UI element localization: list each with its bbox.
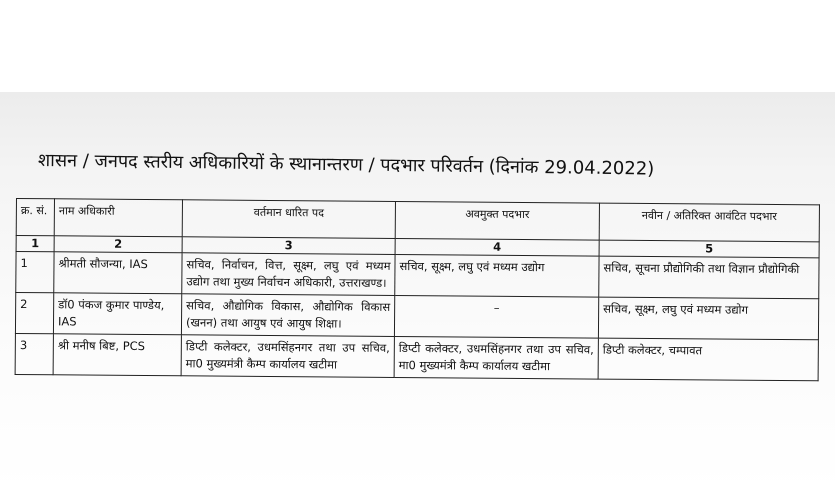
document-title: शासन / जनपद स्तरीय अधिकारियों के स्थानान्तरण / पदभार परिवर्तन (दिनांक 29.04.2022) xyxy=(37,150,655,180)
header-serial: क्र. सं. xyxy=(16,199,54,236)
column-number: 1 xyxy=(16,236,54,252)
row-current-post: सचिव, निर्वाचन, वित्त, सूक्ष्म, लघु एवं मध्यम उद्योग तथा मुख्य निर्वाचन अधिकारी, उत्तराखण्ड। xyxy=(182,253,395,296)
column-number: 5 xyxy=(599,240,819,258)
row-officer-name: श्री मनीष बिष्ट, PCS xyxy=(53,334,181,376)
row-officer-name: डॉ0 पंकज कुमार पाण्डेय, IAS xyxy=(53,293,181,335)
header-officer-name: नाम अधिकारी xyxy=(54,199,182,237)
table-row xyxy=(15,293,818,340)
row-new-charge: डिप्टी कलेक्टर, चम्पावत xyxy=(598,338,818,381)
row-current-post: डिप्टी कलेक्टर, उधमसिंहनगर तथा उप सचिव, मा0 मुख्यमंत्री कैम्प कार्यालय खटीमा xyxy=(181,335,394,378)
row-serial: 3 xyxy=(15,333,53,374)
row-new-charge: सचिव, सूक्ष्म, लघु एवं मध्यम उद्योग xyxy=(598,297,818,340)
column-number: 2 xyxy=(54,236,182,253)
header-current-post: वर्तमान धारित पद xyxy=(182,200,395,239)
row-relieved-charge: डिप्टी कलेक्टर, उधमसिंहनगर तथा उप सचिव, मा0 मुख्यमंत्री कैम्प कार्यालय खटीमा xyxy=(394,336,598,379)
row-officer-name: श्रीमती सौजन्या, IAS xyxy=(54,252,182,294)
row-relieved-charge: सचिव, सूक्ष्म, लघु एवं मध्यम उद्योग xyxy=(395,254,599,297)
transfer-table xyxy=(15,198,820,381)
row-serial: 2 xyxy=(15,293,53,334)
table-row xyxy=(15,333,818,380)
column-number: 4 xyxy=(395,238,599,256)
row-new-charge: सचिव, सूचना प्रौद्योगिकी तथा विज्ञान प्रौद्योगिकी xyxy=(599,256,819,299)
header-relieved-charge: अवमुक्त पदभार xyxy=(395,201,599,240)
column-number: 3 xyxy=(182,237,395,255)
row-current-post: सचिव, औद्योगिक विकास, औद्योगिक विकास (खनन) तथा आयुष एवं आयुष शिक्षा। xyxy=(181,294,394,337)
row-relieved-charge: – xyxy=(394,295,598,338)
header-new-charge: नवीन / अतिरिक्त आवंटित पदभार xyxy=(599,203,819,242)
table-header-row xyxy=(16,199,819,242)
row-serial: 1 xyxy=(16,252,54,293)
table-row xyxy=(16,252,819,299)
